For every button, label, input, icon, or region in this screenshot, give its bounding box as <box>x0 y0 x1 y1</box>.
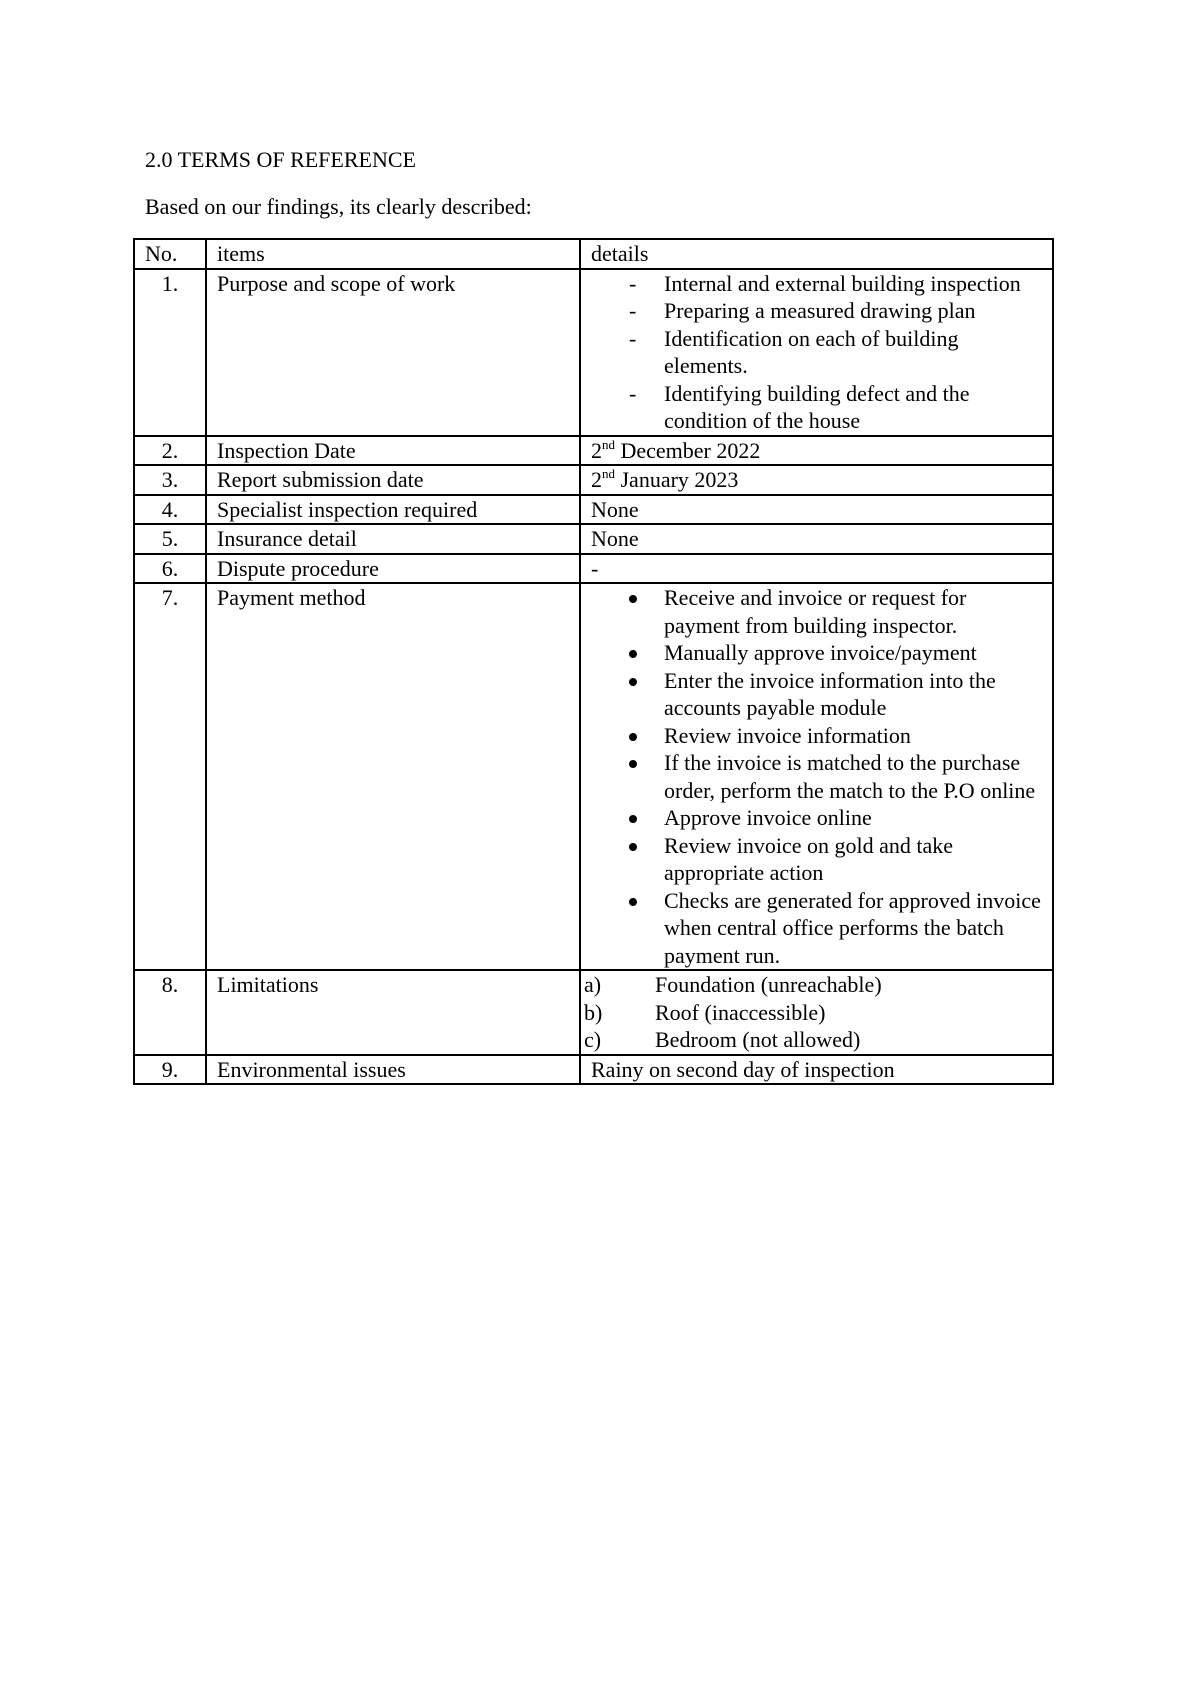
list-item: Review invoice information <box>591 722 1052 750</box>
list-item: c) Bedroom (not allowed) <box>584 1027 861 1052</box>
row-details <box>580 269 1053 436</box>
row-details <box>580 583 1053 970</box>
list-item: If the invoice is matched to the purchase order, perform the match to the P.O online <box>591 749 1052 804</box>
row-details: - <box>580 554 1053 584</box>
table-row <box>134 495 1053 525</box>
terms-of-reference-table <box>133 238 1054 1085</box>
table-row <box>134 583 1053 970</box>
table-row <box>134 269 1053 436</box>
list-item: - Identifying building defect and the condition of the house <box>629 380 970 433</box>
row-item: Specialist inspection required <box>206 495 580 525</box>
row-details <box>580 970 1053 1055</box>
table-row <box>134 1055 1053 1085</box>
row-details: Rainy on second day of inspection <box>580 1055 1053 1085</box>
row-item: Purpose and scope of work <box>206 269 580 436</box>
row-item: Insurance detail <box>206 524 580 554</box>
row-item: Dispute procedure <box>206 554 580 584</box>
row-number: 5. <box>134 524 206 554</box>
dash-marker: - <box>629 380 637 406</box>
row-item: Payment method <box>206 583 580 970</box>
list-item: Receive and invoice or request for payment from building inspector. <box>591 584 1052 639</box>
table-row <box>134 436 1053 466</box>
header-details: details <box>580 239 1053 269</box>
list-letter: a) <box>584 972 602 997</box>
row-number: 4. <box>134 495 206 525</box>
list-item: - Identification on each of building elements. <box>629 325 959 378</box>
bullet-icon <box>629 595 637 603</box>
bullet-list <box>591 584 1052 969</box>
bullet-icon <box>629 650 637 658</box>
table-row <box>134 465 1053 495</box>
table-row <box>134 554 1053 584</box>
list-item: a) Foundation (unreachable) <box>584 972 882 997</box>
dash-marker: - <box>629 270 637 296</box>
list-item: Manually approve invoice/payment <box>591 639 1052 667</box>
bullet-icon <box>629 733 637 741</box>
header-items: items <box>206 239 580 269</box>
row-details: 2nd January 2023 <box>580 465 1053 495</box>
row-item: Environmental issues <box>206 1055 580 1085</box>
list-letter: c) <box>584 1027 602 1052</box>
list-item: Review invoice on gold and take appropriate action <box>591 832 1052 887</box>
row-number: 2. <box>134 436 206 466</box>
list-item: - Internal and external building inspection <box>629 270 1021 296</box>
list-item: b) Roof (inaccessible) <box>584 999 826 1025</box>
bullet-icon <box>629 678 637 686</box>
header-no: No. <box>134 239 206 269</box>
intro-paragraph: Based on our findings, its clearly described: <box>145 194 532 219</box>
table-row <box>134 524 1053 554</box>
table-header-row <box>134 239 1053 269</box>
section-heading: 2.0 TERMS OF REFERENCE <box>145 147 416 172</box>
row-number: 6. <box>134 554 206 584</box>
row-number: 3. <box>134 465 206 495</box>
bullet-icon <box>629 898 637 906</box>
list-item: Approve invoice online <box>591 804 1052 832</box>
row-item: Inspection Date <box>206 436 580 466</box>
row-item: Report submission date <box>206 465 580 495</box>
lettered-list <box>583 971 1052 1054</box>
dash-marker: - <box>629 325 637 351</box>
table-row <box>134 970 1053 1055</box>
dash-marker: - <box>629 298 637 323</box>
list-item: Checks are generated for approved invoice when central office performs the batch payment run. <box>591 887 1052 970</box>
row-number: 7. <box>134 583 206 970</box>
list-item: Enter the invoice information into the accounts payable module <box>591 667 1052 722</box>
bullet-icon <box>629 760 637 768</box>
row-details: 2nd December 2022 <box>580 436 1053 466</box>
row-details: None <box>580 524 1053 554</box>
row-item: Limitations <box>206 970 580 1055</box>
row-number: 8. <box>134 970 206 1055</box>
dash-list <box>591 270 1052 435</box>
row-details: None <box>580 495 1053 525</box>
bullet-icon <box>629 843 637 851</box>
bullet-icon <box>629 815 637 823</box>
row-number: 9. <box>134 1055 206 1085</box>
list-letter: b) <box>584 999 603 1025</box>
row-number: 1. <box>134 269 206 436</box>
list-item: - Preparing a measured drawing plan <box>629 298 976 323</box>
